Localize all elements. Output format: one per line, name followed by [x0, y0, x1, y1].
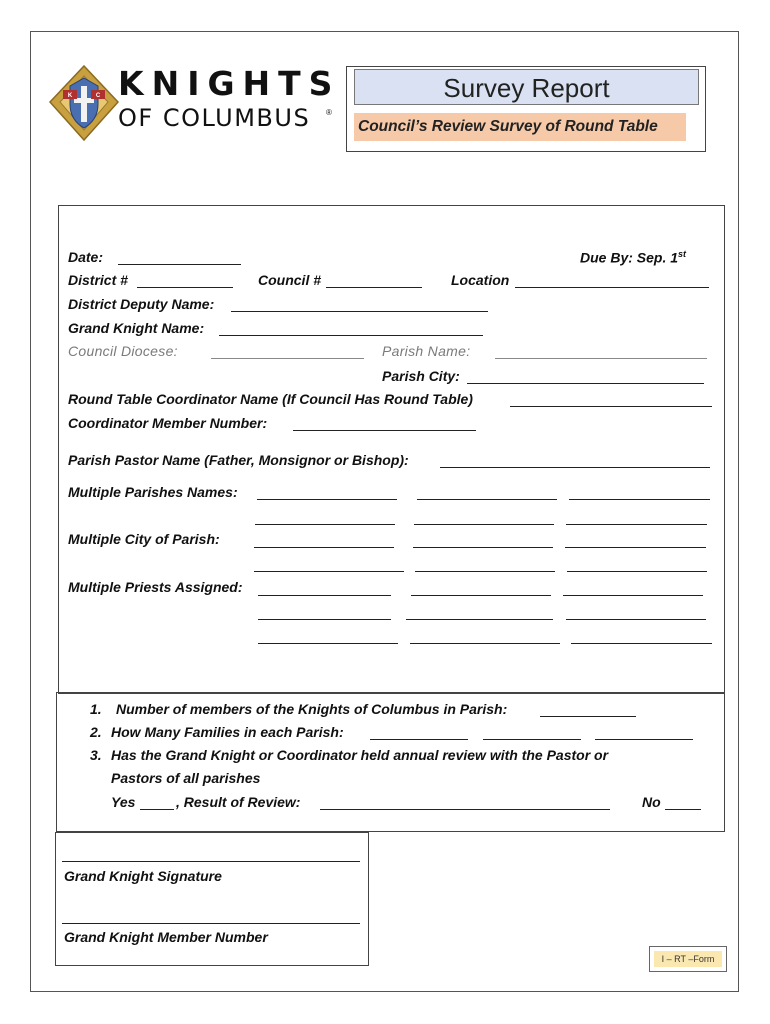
city-field-2[interactable]: [413, 547, 553, 548]
grand-knight-label: Grand Knight Name:: [68, 320, 205, 336]
priests-field-9[interactable]: [571, 643, 712, 644]
priests-field-4[interactable]: [258, 619, 391, 620]
location-label: Location: [451, 272, 510, 288]
q3-number: 3.: [90, 747, 102, 763]
logo-line2: OF COLUMBUS: [118, 104, 311, 132]
q3-text-line1: Has the Grand Knight or Coordinator held annual review with the Pastor or: [111, 747, 609, 763]
svg-text:C: C: [95, 93, 101, 99]
city-field-3[interactable]: [565, 547, 706, 548]
due-by-text: Due By: Sep. 1: [580, 249, 679, 266]
priests-field-2[interactable]: [411, 595, 551, 596]
form-code: I – RT –Form: [654, 951, 722, 967]
logo-line1: KNIGHTS: [118, 64, 341, 103]
signature-section: [55, 832, 369, 966]
registered-mark: ®: [326, 108, 332, 117]
priests-field-7[interactable]: [258, 643, 398, 644]
page-subtitle: Council’s Review Survey of Round Table: [354, 113, 686, 141]
form-code-box: [649, 946, 727, 972]
q1-text: Number of members of the Knights of Columbus in Parish:: [116, 701, 508, 717]
q2-field-2[interactable]: [483, 739, 581, 740]
page-title: Survey Report: [443, 73, 610, 103]
parish-name-field[interactable]: [495, 358, 707, 359]
parishes-field-3[interactable]: [569, 499, 710, 500]
multiple-parishes-label: Multiple Parishes Names:: [68, 484, 238, 500]
gk-signature-label: Grand Knight Signature: [64, 868, 222, 884]
yes-label: Yes: [111, 794, 136, 810]
district-label: District #: [68, 272, 128, 288]
parish-city-field[interactable]: [467, 383, 704, 384]
parishes-field-4[interactable]: [255, 524, 395, 525]
parish-name-label: Parish Name:: [382, 343, 471, 359]
council-diocese-field[interactable]: [211, 358, 364, 359]
svg-text:K: K: [67, 93, 73, 99]
coordinator-member-number-field[interactable]: [293, 430, 476, 431]
priests-field-8[interactable]: [410, 643, 560, 644]
q2-field-3[interactable]: [595, 739, 693, 740]
q2-number: 2.: [90, 724, 102, 740]
knights-of-columbus-logo: [48, 64, 341, 144]
parish-city-label: Parish City:: [382, 368, 460, 384]
q2-field-1[interactable]: [370, 739, 468, 740]
grand-knight-field[interactable]: [219, 335, 483, 336]
round-table-coordinator-field[interactable]: [510, 406, 712, 407]
district-deputy-field[interactable]: [231, 311, 488, 312]
city-field-4[interactable]: [254, 571, 404, 572]
council-label: Council #: [258, 272, 322, 288]
priests-field-5[interactable]: [406, 619, 553, 620]
parishes-field-1[interactable]: [257, 499, 397, 500]
no-label: No: [642, 794, 661, 810]
q1-field[interactable]: [540, 716, 636, 717]
priests-field-3[interactable]: [563, 595, 703, 596]
priests-field-6[interactable]: [566, 619, 706, 620]
parish-pastor-field[interactable]: [440, 467, 710, 468]
parishes-field-5[interactable]: [414, 524, 554, 525]
date-label: Date:: [68, 249, 104, 265]
yes-field[interactable]: [140, 809, 174, 810]
parish-pastor-label: Parish Pastor Name (Father, Monsignor or Bishop):: [68, 452, 409, 468]
due-by-label: [580, 249, 686, 266]
council-diocese-label: Council Diocese:: [68, 343, 178, 359]
round-table-coordinator-label: Round Table Coordinator Name (If Council Has Round Table): [68, 391, 473, 407]
city-field-6[interactable]: [567, 571, 707, 572]
gk-signature-line[interactable]: [62, 861, 360, 862]
council-field[interactable]: [326, 287, 422, 288]
info-section: [58, 205, 725, 694]
q3-text-line2: Pastors of all parishes: [111, 770, 261, 786]
priests-field-1[interactable]: [258, 595, 391, 596]
q2-text: How Many Families in each Parish:: [111, 724, 344, 740]
parishes-field-2[interactable]: [417, 499, 557, 500]
result-field[interactable]: [320, 809, 610, 810]
city-field-5[interactable]: [415, 571, 555, 572]
gk-member-number-label: Grand Knight Member Number: [64, 929, 268, 945]
due-by-sup: st: [678, 249, 687, 259]
multiple-city-label: Multiple City of Parish:: [68, 531, 220, 547]
parishes-field-6[interactable]: [566, 524, 707, 525]
multiple-priests-label: Multiple Priests Assigned:: [68, 579, 243, 595]
district-field[interactable]: [137, 287, 233, 288]
date-field[interactable]: [118, 264, 241, 265]
no-field[interactable]: [665, 809, 701, 810]
result-label: , Result of Review:: [176, 794, 301, 810]
q1-number: 1.: [90, 701, 102, 717]
coordinator-member-number-label: Coordinator Member Number:: [68, 415, 268, 431]
location-field[interactable]: [515, 287, 709, 288]
gk-member-number-line[interactable]: [62, 923, 360, 924]
emblem-icon: [48, 64, 120, 144]
city-field-1[interactable]: [254, 547, 394, 548]
district-deputy-label: District Deputy Name:: [68, 296, 215, 312]
